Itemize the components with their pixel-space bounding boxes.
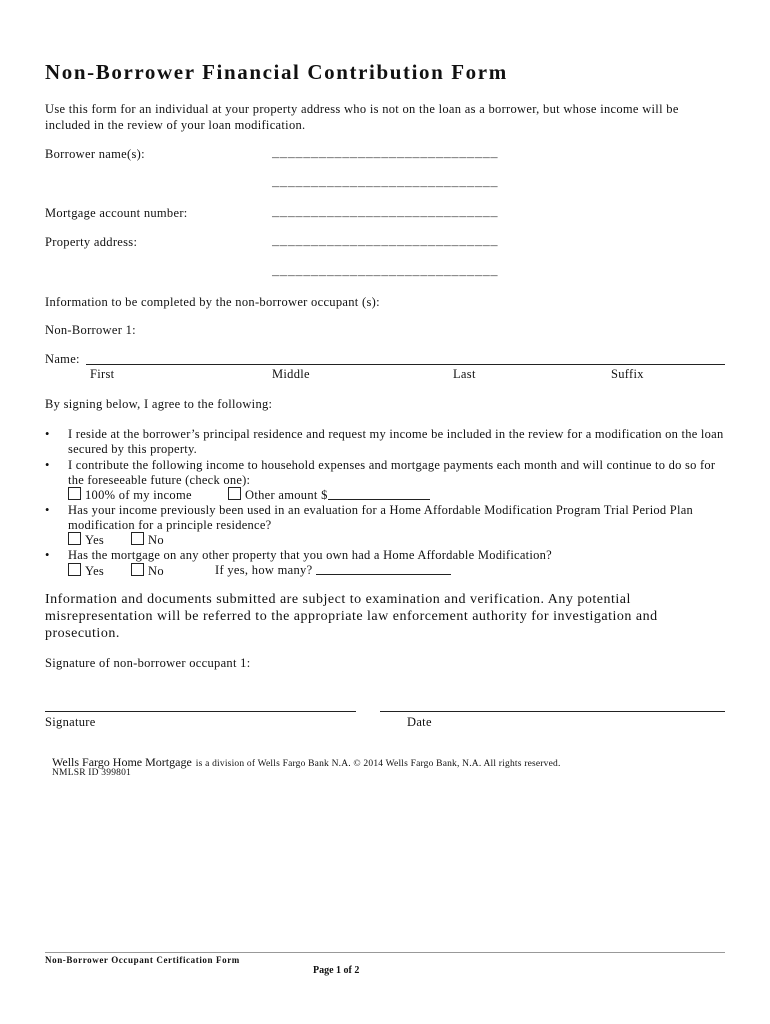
how-many-label: If yes, how many? xyxy=(215,563,313,577)
signature-heading: Signature of non-borrower occupant 1: xyxy=(45,656,251,670)
b4-no-label: No xyxy=(148,564,164,578)
b3-no-option[interactable] xyxy=(131,532,164,548)
section-info: Information to be completed by the non-borrower occupant (s): xyxy=(45,295,380,309)
b4-yes-label: Yes xyxy=(85,564,105,578)
b3-yes-option[interactable] xyxy=(68,532,104,548)
income-option-full-label: 100% of my income xyxy=(85,488,192,502)
b3-no-label: No xyxy=(148,533,164,547)
name-input-line[interactable] xyxy=(86,364,725,365)
checkbox-other-amount[interactable] xyxy=(228,487,241,500)
date-line[interactable] xyxy=(380,711,725,712)
verification-notice: Information and documents submitted are subject to examination and verification. Any potential misrepresentation will be referred to the appropriate law enforcement authority for investigation and prosecution. xyxy=(45,592,658,641)
checkbox-b3-no[interactable] xyxy=(131,532,144,545)
bullet-icon: • xyxy=(45,427,50,441)
name-label: Name: xyxy=(45,352,80,366)
mortgage-account-label: Mortgage account number: xyxy=(45,206,188,220)
signature-line[interactable] xyxy=(45,711,356,712)
bullet-icon: • xyxy=(45,548,50,562)
name-middle-caption: Middle xyxy=(272,367,310,381)
agreement-item-4: Has the mortgage on any other property that you own had a Home Affordable Modification? xyxy=(68,548,552,562)
legal-text: is a division of Wells Fargo Bank N.A. © 2014 Wells Fargo Bank, N.A. All rights reserved. xyxy=(195,759,561,769)
borrower-name-field-2[interactable]: _____________________________ xyxy=(272,176,499,190)
form-name-footer: Non-Borrower Occupant Certification Form xyxy=(45,955,240,965)
agreement-item-2: I contribute the following income to household expenses and mortgage payments each month and will continue to do so for the foreseeable future (check one): xyxy=(68,458,716,487)
date-caption: Date xyxy=(407,715,432,729)
page-title: Non-Borrower Financial Contribution Form xyxy=(45,60,508,84)
b4-yes-option[interactable] xyxy=(68,563,104,579)
signature-caption: Signature xyxy=(45,715,96,729)
intro-text: Use this form for an individual at your property address who is not on the loan as a borrower, but whose income will be included in the review of your loan modification. xyxy=(45,102,679,132)
agreement-item-3: Has your income previously been used in an evaluation for a Home Affordable Modification Program Trial Period Plan modification for a principle residence? xyxy=(68,503,694,532)
agreement-item-1: I reside at the borrower’s principal residence and request my income be included in the review for a modification on the loan secured by this property. xyxy=(68,427,724,456)
checkbox-b3-yes[interactable] xyxy=(68,532,81,545)
checkbox-b4-no[interactable] xyxy=(131,563,144,576)
footer-divider xyxy=(45,952,725,953)
income-option-full[interactable] xyxy=(68,487,192,503)
how-many-field[interactable] xyxy=(316,564,451,575)
mortgage-account-field[interactable]: _____________________________ xyxy=(272,206,499,220)
name-suffix-caption: Suffix xyxy=(611,367,644,381)
how-many-group xyxy=(215,563,451,578)
checkbox-b4-yes[interactable] xyxy=(68,563,81,576)
borrower-name-field-1[interactable]: _____________________________ xyxy=(272,147,499,161)
name-first-caption: First xyxy=(90,367,115,381)
property-address-label: Property address: xyxy=(45,235,138,249)
income-option-other[interactable] xyxy=(228,487,430,503)
borrower-names-label: Borrower name(s): xyxy=(45,147,145,161)
property-address-field-2[interactable]: _____________________________ xyxy=(272,265,499,279)
non-borrower-heading: Non-Borrower 1: xyxy=(45,323,136,337)
checkbox-100-percent[interactable] xyxy=(68,487,81,500)
income-option-other-label: Other amount $ xyxy=(245,488,328,502)
name-last-caption: Last xyxy=(453,367,476,381)
other-amount-field[interactable] xyxy=(328,489,430,500)
agree-intro: By signing below, I agree to the following: xyxy=(45,397,273,411)
page-number: Page 1 of 2 xyxy=(313,965,360,976)
brand-name: Wells Fargo Home Mortgage xyxy=(52,755,192,769)
nmlsr-id: NMLSR ID 399801 xyxy=(52,768,132,778)
bullet-icon: • xyxy=(45,503,50,517)
b4-no-option[interactable] xyxy=(131,563,164,579)
bullet-icon: • xyxy=(45,458,50,472)
b3-yes-label: Yes xyxy=(85,533,105,547)
property-address-field-1[interactable]: _____________________________ xyxy=(272,235,499,249)
